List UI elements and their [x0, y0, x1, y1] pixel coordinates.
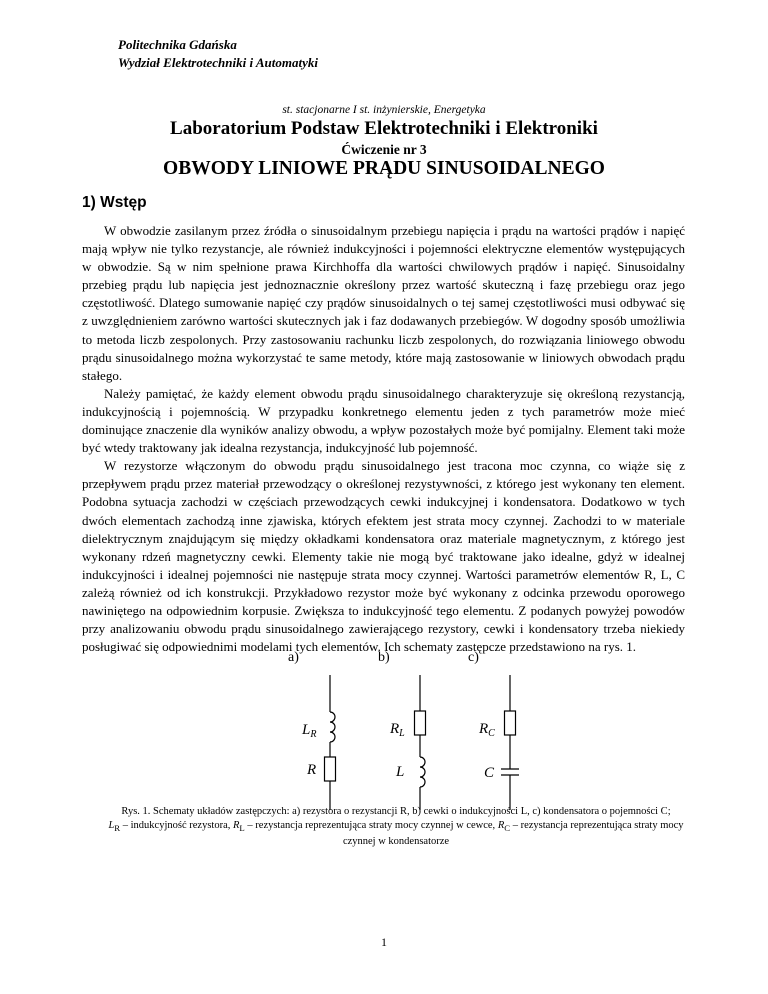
paragraph-1: W obwodzie zasilanym przez źródła o sinusoidalnym przebiegu napięcia i prądu na wartości prądów i napięć mają wpływ nie tylko rezystancje, ale również indukcyjności i pojemności elektryczne elementów występujących w obwodzie. Są w nim spełnione prawa Kirchhoffa dla wartości chwilowych prądów i napięć. Sinusoidalny przebieg prądu lub napięcia jest jednoznacznie określony przez wartość skuteczną i fazę przebiegu oraz jego częstotliwość. Dlatego sumowanie napięć czy prądów sinusoidalnych o tej samej częstotliwości musi odbywać się z uwzględnieniem zarówno wartości skutecznych jak i faz dodawanych przebiegów. W dogodny sposób umożliwia to metoda liczb zespolonych. Przy zastosowaniu rachunku liczb zespolonych, do rozwiązania liniowego obwodu prądu sinusoidalnego można wykorzystać te same metody, które mają zastosowanie w liniowych obwodach prądu stałego.: [82, 223, 685, 383]
header: [118, 36, 318, 72]
caption-fragment: L: [108, 820, 115, 831]
caption-fragment: – rezystancja reprezentująca straty mocy czynnej w kondensatorze: [342, 820, 684, 848]
paragraph-3: W rezystorze włączonym do obwodu prądu sinusoidalnego jest tracona moc czynna, co wiąże się z przepływem prądu przez materiał przewodzący o określonej rezystywności, z którego jest wykonany ten element. Podobna sytuacja zachodzi w częściach przewodzących cewki indukcyjnej i kondensatora. Dodatkowo w tych dwóch elementach zachodzą inne zjawiska, których efektem jest strata mocy czynnej. Zachodzi to w materiale dielektrycznym znajdującym się między okładkami kondensatora oraz materiale magnetycznym, z którego jest wykonany rdzeń magnetyczny cewki. Elementy takie nie mogą być traktowane jako idealne, gdyż w idealnej indukcyjności i idealnej pojemności nie następuje strata mocy czynnej. Wartości parametrów elementów R, L, C zależą również od ich konstrukcji. Przykładowo rezystor może być wykonany z odcinka przewodu oporowego nawiniętego na odpowiednim korpusie. Zwiększa to indukcyjność tego elementu. Z podanych powyżej powodów przy analizowaniu obwodu prądu sinusoidalnego zawierającego rezystory, cewki i kondensatory trzeba niekiedy posługiwać się odpowiednimi modelami tych elementów. Ich schematy zastępcze przedstawiono na rys. 1.: [82, 458, 685, 655]
label-b-top: $R_L$: [390, 721, 405, 739]
capacitor-model-circuit: [501, 675, 519, 810]
resistor-symbol: [325, 757, 336, 781]
label-b-bottom: L: [396, 764, 405, 780]
faculty-name: Wydział Elektrotechniki i Automatyki: [118, 55, 318, 70]
caption-line-1: Rys. 1. Schematy układów zastępczych: a) rezystora o rezystancji R, b) cewki o indukcyjności L, c) kondensatora o pojemności C;: [121, 806, 671, 817]
caption-fragment: – rezystancja reprezentująca straty mocy czynnej w cewce,: [244, 820, 498, 831]
caption-fragment: R: [233, 820, 240, 831]
study-program: st. stacjonarne I st. inżynierskie, Energetyka: [282, 104, 486, 116]
university-name: Politechnika Gdańska: [118, 37, 237, 52]
inductor-symbol: [330, 712, 335, 742]
section-heading: 1) Wstęp: [82, 194, 147, 211]
caption-fragment: R: [114, 823, 121, 834]
caption-fragment: L: [239, 823, 245, 834]
figure-label-a: a): [288, 650, 299, 665]
label-c-bottom: C: [484, 765, 495, 781]
resistor-symbol: [415, 711, 426, 735]
paragraph-2: Należy pamiętać, że każdy element obwodu prądu sinusoidalnego charakteryzuje się określoną rezystancją, indukcyjnością i pojemnością. W przypadku konkretnego elementu jeden z tych parametrów może mieć dominujące znaczenie dla wyników analizy obwodu, a wpływ pozostałych może być pomijalny. Element taki może być wtedy traktowany jak idealna rezystancja, indukcyjność lub pojemność.: [82, 385, 685, 456]
resistor-symbol: [505, 711, 516, 735]
inductor-symbol: [420, 757, 425, 787]
resistor-model-circuit: [325, 675, 336, 810]
caption-fragment: – indukcyjność rezystora,: [120, 820, 233, 831]
label-a-bottom: R: [307, 762, 317, 778]
body-text: [82, 222, 685, 656]
equivalent-circuits-figure: [280, 645, 540, 825]
figure-label-b: b): [378, 650, 390, 665]
label-c-top: $R_C$: [479, 721, 495, 739]
caption-fragment: C: [504, 823, 511, 834]
caption-line-2: [98, 819, 694, 849]
figure-caption: [98, 805, 694, 849]
page-number: 1: [381, 935, 387, 949]
main-title: OBWODY LINIOWE PRĄDU SINUSOIDALNEGO: [163, 158, 605, 179]
exercise-number: Ćwiczenie nr 3: [341, 142, 427, 157]
lab-title: Laboratorium Podstaw Elektrotechniki i Elektroniki: [170, 118, 598, 139]
figure-label-c: c): [468, 650, 479, 665]
label-a-top: $L_R$: [302, 722, 317, 740]
caption-fragment: R: [497, 820, 505, 831]
inductor-model-circuit: [415, 675, 426, 810]
